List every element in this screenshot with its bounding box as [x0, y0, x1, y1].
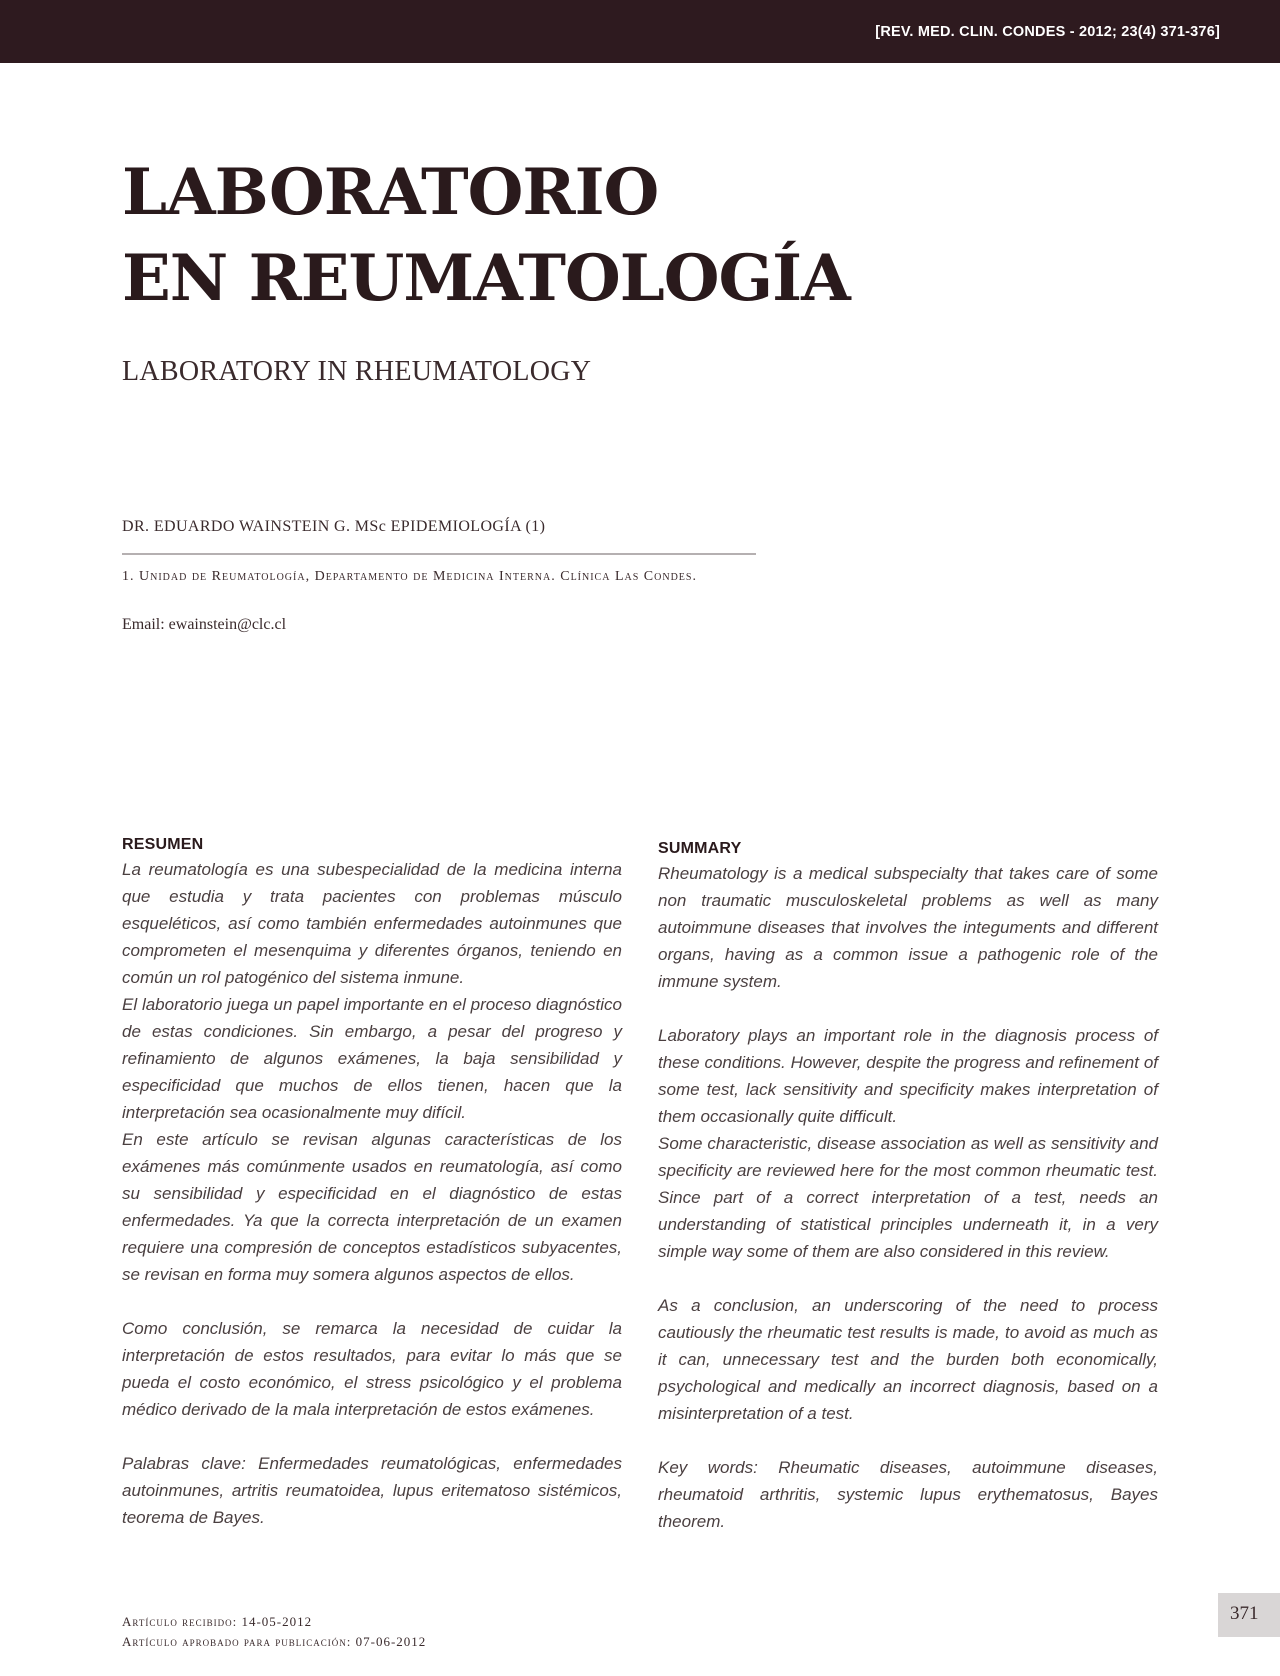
journal-citation: [REV. MED. CLIN. CONDES - 2012; 23(4) 371-376] — [875, 24, 1220, 40]
resumen-section — [122, 836, 622, 1531]
approved-date: Artículo aprobado para publicación: 07-06-2012 — [122, 1634, 427, 1649]
summary-paragraph: Rheumatology is a medical subspecialty that takes care of some non traumatic musculoskeletal problems as well as many autoimmune diseases that involves the integuments and different organs, having as a common issue a pathogenic role of the immune system. — [658, 864, 1158, 991]
page-number: 371 — [1230, 1603, 1259, 1624]
summary-keywords: Key words: Rheumatic diseases, autoimmune diseases, rheumatoid arthritis, systemic lupus erythematosus, Bayes theorem. — [658, 1458, 1158, 1531]
author-line: DR. EDUARDO WAINSTEIN G. MSc EPIDEMIOLOGÍA (1) — [122, 518, 546, 535]
summary-paragraph: Some characteristic, disease association as well as sensitivity and specificity are reviewed here for the most common rheumatic test. Since part of a correct interpretation of a test, needs an understanding of statistical principles underneath it, in a very simple way some of them are also considered in this review. — [658, 1134, 1158, 1261]
article-dates — [122, 1612, 426, 1652]
article-title-line-2: EN REUMATOLOGÍA — [122, 241, 850, 316]
journal-header-bar — [0, 0, 1280, 63]
resumen-heading: RESUMEN — [122, 836, 204, 853]
resumen-paragraph: La reumatología es una subespecialidad de la medicina interna que estudia y trata pacientes con problemas músculo esqueléticos, así como también enfermedades autoinmunes que comprometen el mesenquima y diferentes órganos, teniendo en común un rol patogénico del sistema inmune. — [122, 860, 622, 987]
article-title — [122, 150, 850, 322]
received-date: Artículo recibido: 14-05-2012 — [122, 1614, 313, 1629]
summary-heading: SUMMARY — [658, 840, 742, 857]
resumen-paragraph: Como conclusión, se remarca la necesidad de cuidar la interpretación de estos resultados, para evitar lo más que se pueda el costo económico, el stress psicológico y el problema médico derivado de la mala interpretación de estos exámenes. — [122, 1319, 622, 1419]
resumen-paragraph: En este artículo se revisan algunas características de los exámenes más comúnmente usados en reumatología, así como su sensibilidad y especificidad en el diagnóstico de estas enfermedades. Ya que la correcta interpretación de un examen requiere una compresión de conceptos estadísticos subyacentes, se revisan en forma muy somera algunos aspectos de ellos. — [122, 1130, 622, 1284]
summary-section — [658, 840, 1158, 1535]
resumen-keywords: Palabras clave: Enfermedades reumatológicas, enfermedades autoinmunes, artritis reumatoidea, lupus eritematoso sistémicos, teorema de Bayes. — [122, 1454, 622, 1527]
summary-paragraph: Laboratory plays an important role in the diagnosis process of these conditions. However, despite the progress and refinement of some test, lack sensitivity and specificity makes interpretation of them occasionally quite difficult. — [658, 1026, 1158, 1126]
author-email: Email: ewainstein@clc.cl — [122, 616, 287, 633]
article-subtitle: LABORATORY IN RHEUMATOLOGY — [122, 356, 592, 387]
resumen-paragraph: El laboratorio juega un papel importante en el proceso diagnóstico de estas condiciones. Sin embargo, a pesar del progreso y refinamiento de algunos exámenes, la baja sensibilidad y especificidad que muchos de ellos tienen, hacen que la interpretación sea ocasionalmente muy difícil. — [122, 995, 622, 1122]
article-title-line-1: LABORATORIO — [122, 155, 659, 230]
author-divider — [122, 553, 756, 555]
summary-paragraph: As a conclusion, an underscoring of the need to process cautiously the rheumatic test results is made, to avoid as much as it can, unnecessary test and the burden both economically, psychological and medically an incorrect diagnosis, based on a misinterpretation of a test. — [658, 1296, 1158, 1423]
author-affiliation: 1. Unidad de Reumatología, Departamento de Medicina Interna. Clínica Las Condes. — [122, 569, 697, 584]
